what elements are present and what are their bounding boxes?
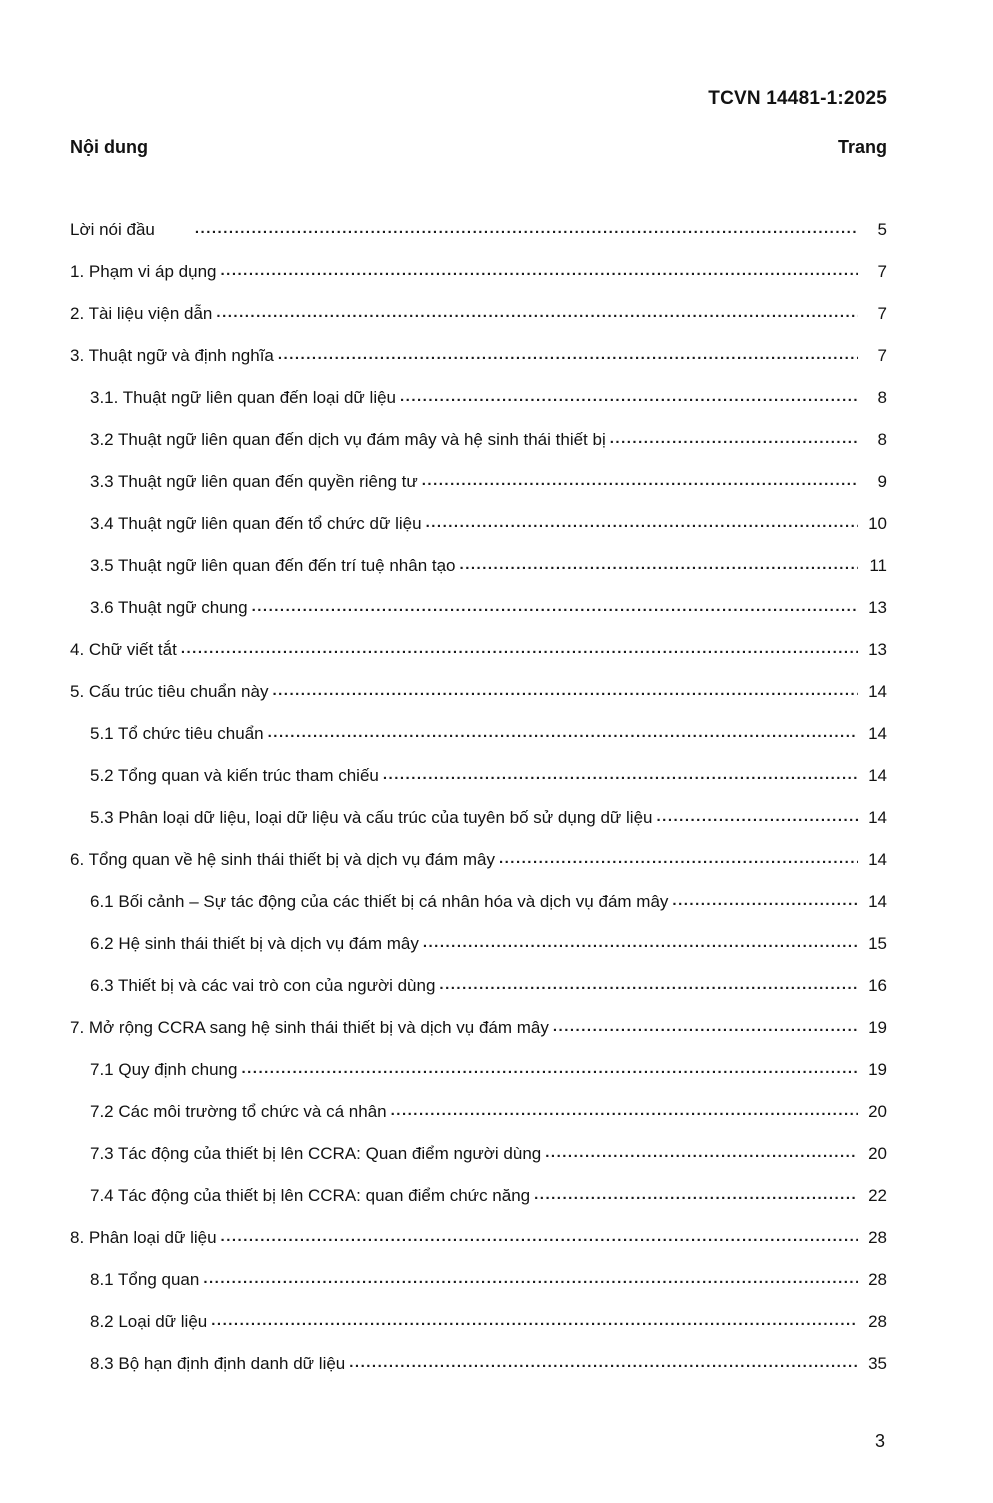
toc-entry-label: 3. Thuật ngữ và định nghĩa xyxy=(70,346,274,365)
toc-entry xyxy=(70,724,887,744)
dot-leader xyxy=(211,1311,858,1331)
toc-entry-page: 14 xyxy=(868,850,887,869)
toc-entry xyxy=(70,682,887,702)
toc-entry xyxy=(70,598,887,618)
toc-entry xyxy=(70,1144,887,1164)
toc-entry-page: 7 xyxy=(877,304,887,323)
toc-entry-page: 35 xyxy=(868,1354,887,1373)
dot-leader xyxy=(423,933,858,953)
toc-entry xyxy=(70,304,887,324)
toc-entry-label: 5. Cấu trúc tiêu chuẩn này xyxy=(70,682,269,701)
toc-entry-page: 10 xyxy=(868,514,887,533)
toc-entry xyxy=(70,850,887,870)
toc-entry-label: 4. Chữ viết tắt xyxy=(70,640,177,659)
toc-entry-label: 1. Phạm vi áp dụng xyxy=(70,262,217,281)
toc-entry-page: 11 xyxy=(869,556,887,575)
toc-entry xyxy=(70,472,887,492)
toc-entry-page: 7 xyxy=(877,262,887,281)
toc-entry-page: 13 xyxy=(868,640,887,659)
dot-leader xyxy=(553,1017,858,1037)
dot-leader xyxy=(349,1353,858,1373)
toc-entry-label: Lời nói đầu xyxy=(70,220,155,239)
toc-entry xyxy=(70,766,887,786)
toc-list xyxy=(70,220,887,1374)
toc-entry-label: 7.4 Tác động của thiết bị lên CCRA: quan điểm chức năng xyxy=(90,1186,531,1205)
toc-entry xyxy=(70,1186,887,1206)
toc-entry xyxy=(70,1018,887,1038)
dot-leader xyxy=(221,1227,858,1247)
toc-entry-page: 28 xyxy=(868,1312,887,1331)
dot-leader xyxy=(203,1269,858,1289)
toc-entry xyxy=(70,556,887,576)
toc-entry-label: 2. Tài liệu viện dẫn xyxy=(70,304,213,323)
toc-entry xyxy=(70,640,887,660)
toc-entry-page: 19 xyxy=(868,1060,887,1079)
toc-entry-label: 7.3 Tác động của thiết bị lên CCRA: Quan điểm người dùng xyxy=(90,1144,542,1163)
toc-entry-label: 8.3 Bộ hạn định định danh dữ liệu xyxy=(90,1354,346,1373)
toc-entry-page: 14 xyxy=(868,808,887,827)
toc-entry-page: 16 xyxy=(868,976,887,995)
toc-entry-label: 7. Mở rộng CCRA sang hệ sinh thái thiết bị và dịch vụ đám mây xyxy=(70,1018,549,1037)
toc-content-label: Nội dung xyxy=(70,137,148,157)
toc-entry-page: 7 xyxy=(877,346,887,365)
toc-entry-page: 14 xyxy=(868,682,887,701)
toc-entry-label: 8. Phân loại dữ liệu xyxy=(70,1228,217,1247)
dot-leader xyxy=(391,1101,858,1121)
toc-entry xyxy=(70,430,887,450)
dot-leader xyxy=(610,429,858,449)
toc-entry-label: 5.3 Phân loại dữ liệu, loại dữ liệu và cấu trúc của tuyên bố sử dụng dữ liệu xyxy=(90,808,653,827)
toc-entry-page: 19 xyxy=(868,1018,887,1037)
dot-leader xyxy=(216,303,858,323)
toc-entry xyxy=(70,892,887,912)
toc-entry-label: 8.1 Tổng quan xyxy=(90,1270,200,1289)
toc-page-label: Trang xyxy=(837,137,887,157)
dot-leader xyxy=(460,555,858,575)
dot-leader xyxy=(400,387,858,407)
toc-entry-page: 8 xyxy=(877,388,887,407)
toc-entry xyxy=(70,1354,887,1374)
dot-leader xyxy=(383,765,858,785)
toc-entry-page: 22 xyxy=(868,1186,887,1205)
dot-leader xyxy=(252,597,858,617)
toc-entry xyxy=(70,388,887,408)
dot-leader xyxy=(181,639,858,659)
dot-leader xyxy=(278,345,858,365)
dot-leader xyxy=(499,849,858,869)
toc-entry-label: 3.1. Thuật ngữ liên quan đến loại dữ liệu xyxy=(90,388,396,407)
toc-entry xyxy=(70,1102,887,1122)
toc-entry xyxy=(70,262,887,282)
toc-entry-label: 7.1 Quy định chung xyxy=(90,1060,238,1079)
toc-header-row xyxy=(70,136,887,158)
toc-entry-label: 3.4 Thuật ngữ liên quan đến tổ chức dữ liệu xyxy=(90,514,422,533)
toc-entry-label: 8.2 Loại dữ liệu xyxy=(90,1312,208,1331)
toc-entry-label: 6.2 Hệ sinh thái thiết bị và dịch vụ đám mây xyxy=(90,934,419,953)
dot-leader xyxy=(672,891,858,911)
toc-entry xyxy=(70,1228,887,1248)
toc-entry-label: 6.1 Bối cảnh – Sự tác động của các thiết bị cá nhân hóa và dịch vụ đám mây xyxy=(90,892,669,911)
toc-entry-label: 3.2 Thuật ngữ liên quan đến dịch vụ đám mây và hệ sinh thái thiết bị xyxy=(90,430,606,449)
dot-leader xyxy=(439,975,858,995)
toc-entry xyxy=(70,1312,887,1332)
dot-leader xyxy=(426,513,858,533)
toc-entry xyxy=(70,514,887,534)
dot-leader xyxy=(534,1185,858,1205)
toc-entry xyxy=(70,220,887,240)
dot-leader xyxy=(422,471,858,491)
toc-entry xyxy=(70,346,887,366)
toc-entry-label: 3.6 Thuật ngữ chung xyxy=(90,598,248,617)
toc-entry-page: 14 xyxy=(868,724,887,743)
toc-entry xyxy=(70,808,887,828)
toc-entry-label: 5.2 Tổng quan và kiến trúc tham chiếu xyxy=(90,766,379,785)
toc-entry xyxy=(70,976,887,996)
toc-entry-page: 14 xyxy=(868,892,887,911)
toc-entry-page: 20 xyxy=(868,1102,887,1121)
toc-entry-page: 28 xyxy=(868,1228,887,1247)
dot-leader xyxy=(220,261,858,281)
toc-entry xyxy=(70,1270,887,1290)
toc-entry xyxy=(70,1060,887,1080)
toc-entry-label: 7.2 Các môi trường tổ chức và cá nhân xyxy=(90,1102,387,1121)
toc-entry-page: 28 xyxy=(868,1270,887,1289)
toc-entry-page: 5 xyxy=(877,220,887,239)
toc-entry-label: 3.3 Thuật ngữ liên quan đến quyền riêng tư xyxy=(90,472,418,491)
toc-entry-label: 5.1 Tổ chức tiêu chuẩn xyxy=(90,724,264,743)
toc-entry-page: 13 xyxy=(868,598,887,617)
document-code: TCVN 14481-1:2025 xyxy=(708,88,887,109)
toc-entry-label: 6.3 Thiết bị và các vai trò con của người dùng xyxy=(90,976,436,995)
toc-entry-page: 14 xyxy=(868,766,887,785)
toc-entry-page: 20 xyxy=(868,1144,887,1163)
dot-leader xyxy=(268,723,858,743)
toc-entry-page: 15 xyxy=(868,934,887,953)
toc-entry-page: 9 xyxy=(877,472,887,491)
toc-entry xyxy=(70,934,887,954)
dot-leader xyxy=(656,807,858,827)
dot-leader xyxy=(545,1143,858,1163)
toc-entry-label: 6. Tổng quan về hệ sinh thái thiết bị và dịch vụ đám mây xyxy=(70,850,495,869)
dot-leader xyxy=(195,219,858,239)
dot-leader xyxy=(272,681,858,701)
toc-entry-page: 8 xyxy=(877,430,887,449)
page-number: 3 xyxy=(874,1431,885,1451)
toc-entry-label: 3.5 Thuật ngữ liên quan đến đến trí tuệ nhân tạo xyxy=(90,556,456,575)
dot-leader xyxy=(241,1059,858,1079)
